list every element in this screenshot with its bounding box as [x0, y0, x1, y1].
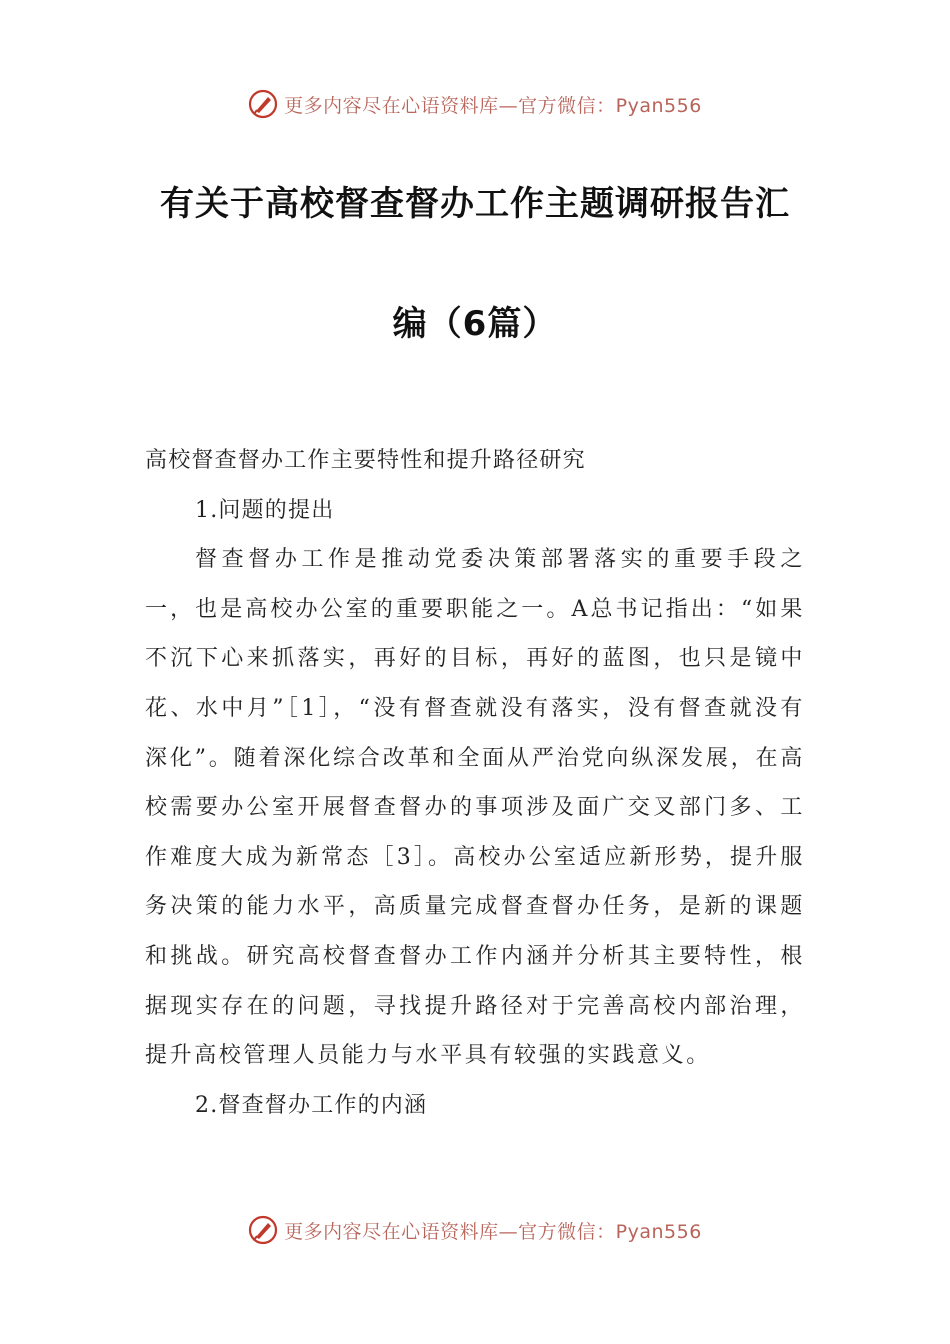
watermark-text: 更多内容尽在心语资料库—官方微信：Pyan556 [284, 1220, 702, 1243]
header-watermark [0, 84, 950, 124]
body-paragraph: 督查督办工作是推动党委决策部署落实的重要手段之一，也是高校办公室的重要职能之一。A总书记指出：“如果不沉下心来抓落实，再好的目标，再好的蓝图，也只是镜中花、水中月”［1］，“没有督查就没有落实，没有督查就没有深化”。随着深化综合改革和全面从严治党向纵深发展，在高校需要办公室开展督查督办的事项涉及面广交叉部门多、工作难度大成为新常态［3］。高校办公室适应新形势，提升服务决策的能力水平，高质量完成督查督办任务，是新的课题和挑战。研究高校督查督办工作内涵并分析其主要特性，根据现实存在的问题，寻找提升路径对于完善高校内部治理，提升高校管理人员能力与水平具有较强的实践意义。 [145, 547, 805, 1069]
quill-logo-icon [248, 1215, 278, 1245]
quill-logo-icon [248, 89, 278, 119]
watermark-text: 更多内容尽在心语资料库—官方微信：Pyan556 [284, 94, 702, 117]
document-title-line-2: 编（6篇） [392, 304, 558, 344]
document-title-line-1: 有关于高校督查督办工作主题调研报告汇 [160, 184, 790, 224]
document-body [145, 436, 805, 1130]
subheading-connotation: 2.督查督办工作的内涵 [195, 1092, 428, 1118]
section-title: 高校督查督办工作主要特性和提升路径研究 [145, 448, 586, 473]
subheading-problem: 1.问题的提出 [195, 497, 335, 523]
footer-watermark [0, 1210, 950, 1250]
